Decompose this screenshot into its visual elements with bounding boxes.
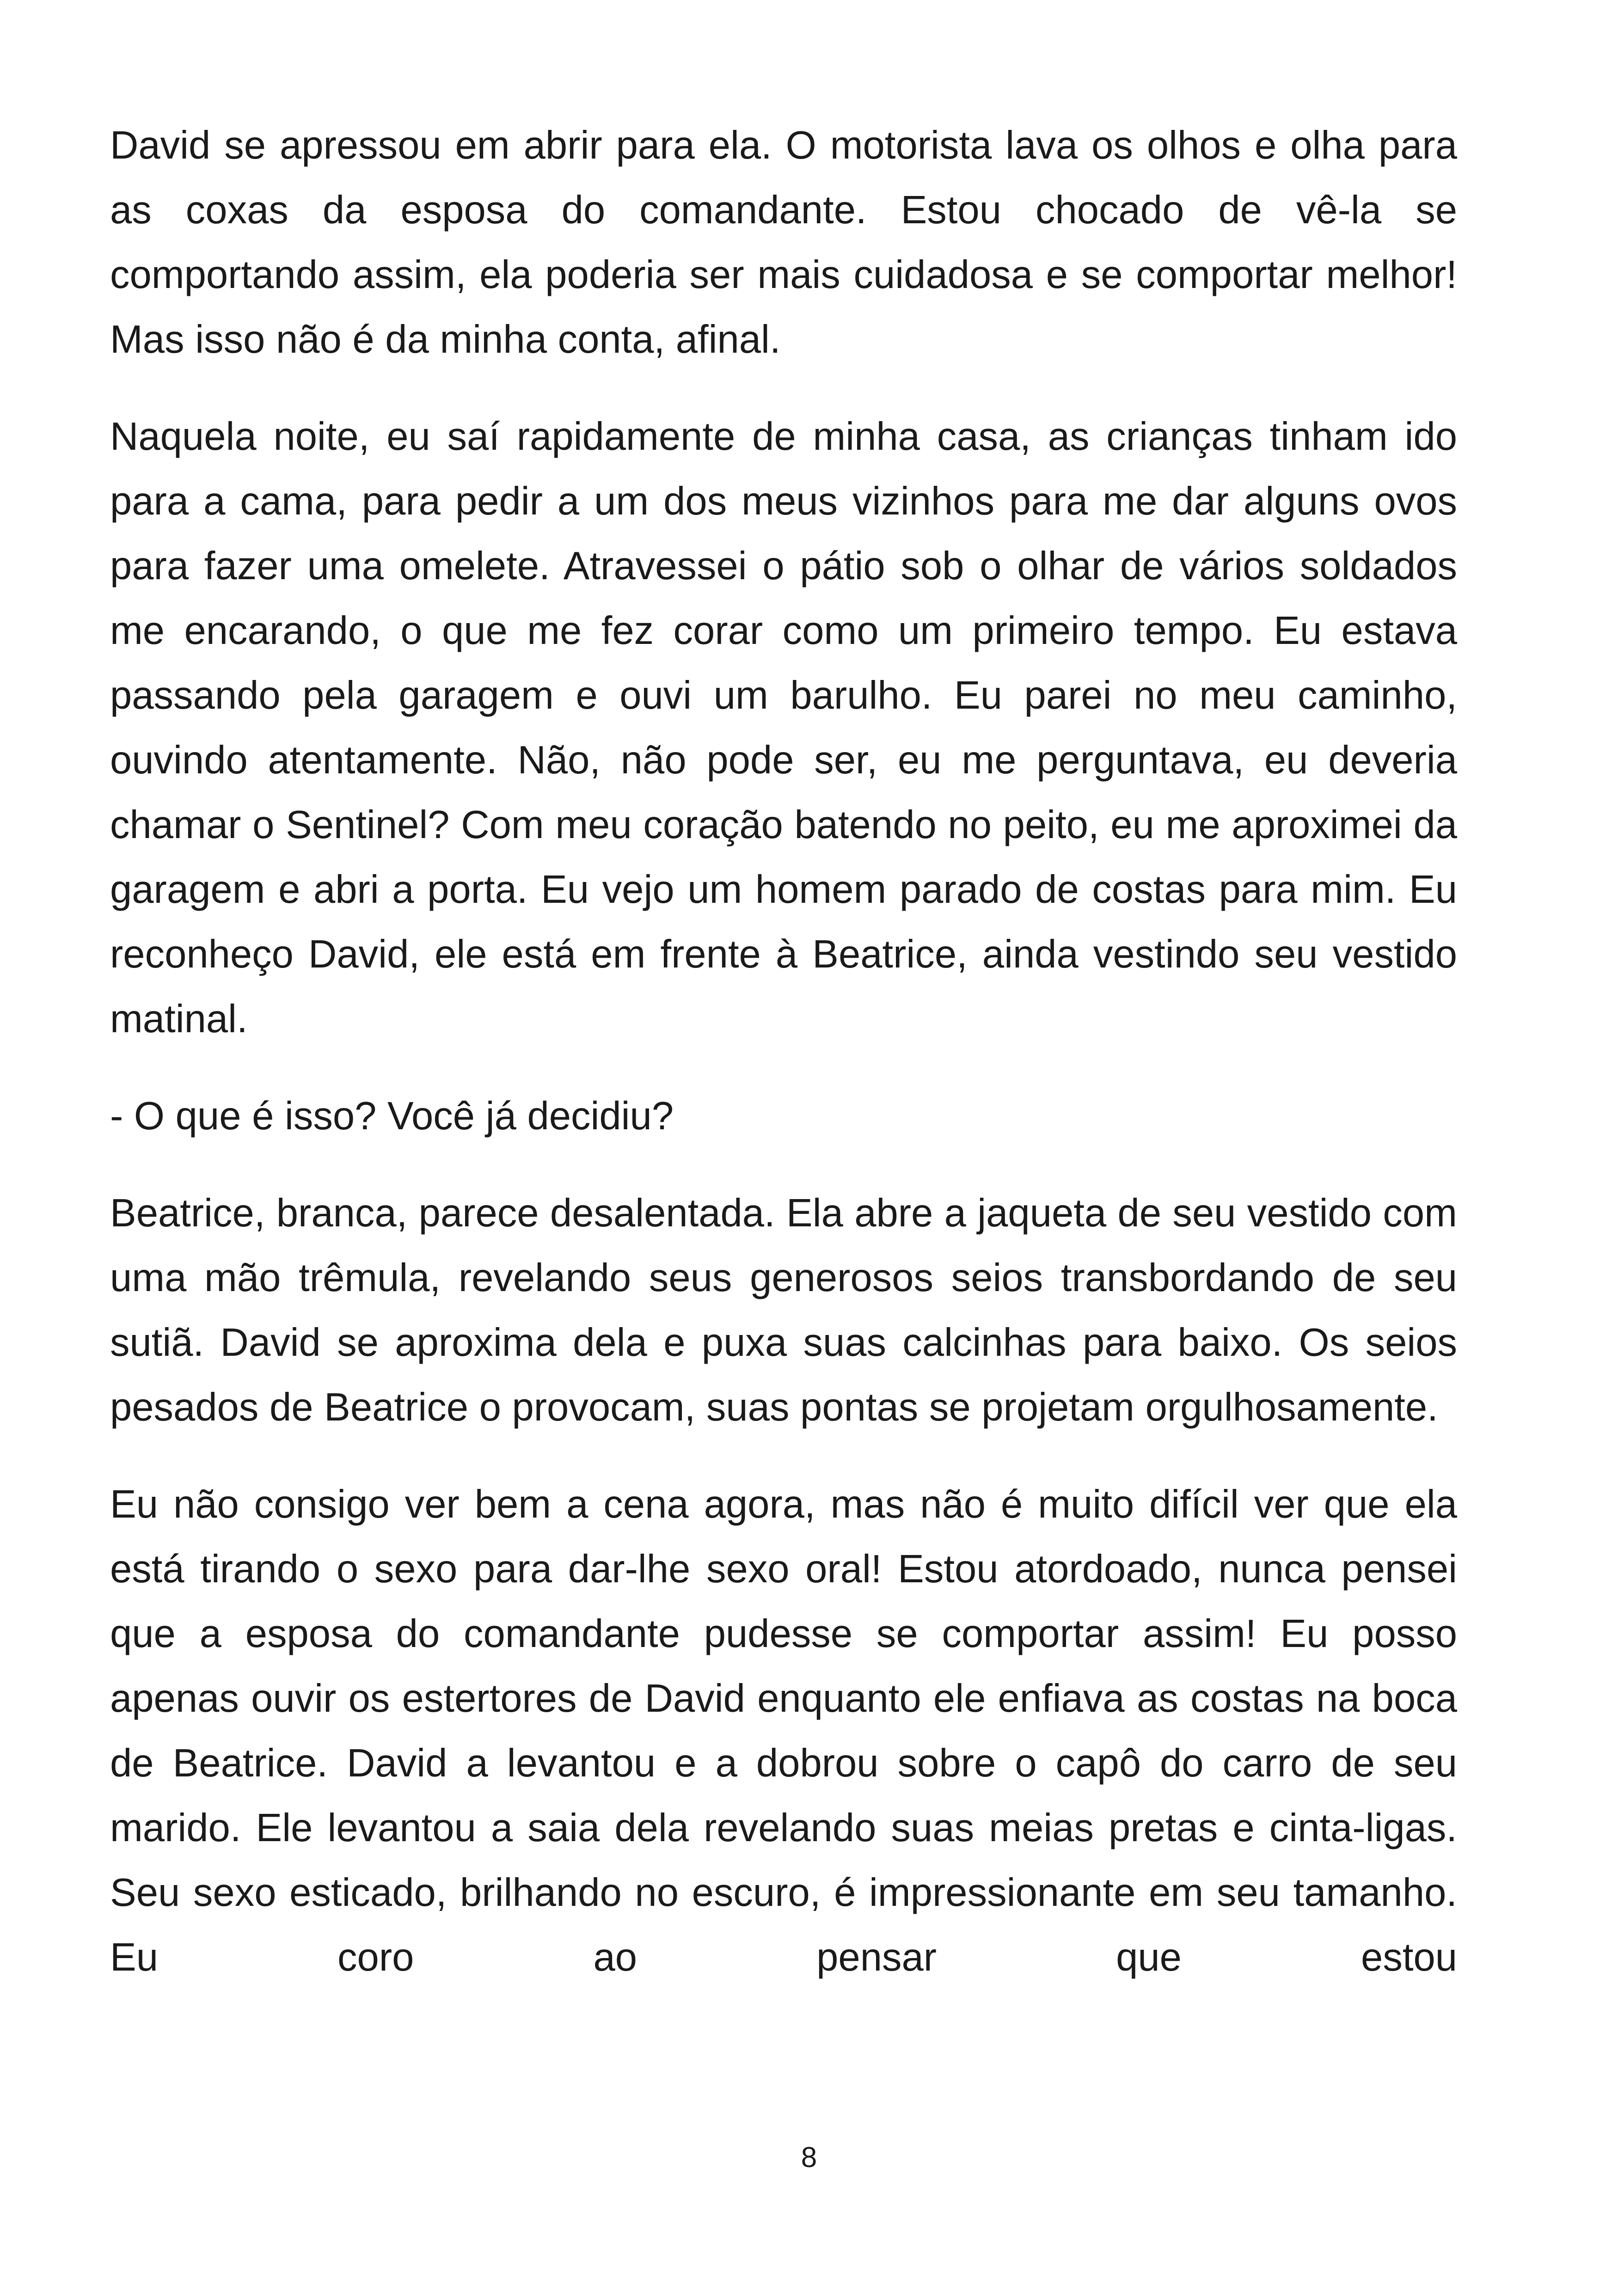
body-text — [110, 113, 1457, 2022]
paragraph-2: Naquela noite, eu saí rapidamente de minha casa, as crianças tinham ido para a cama, para pedir a um dos meus vizinhos para me dar alguns ovos para fazer uma omelete. Atravessei o pátio sob o olhar de vários soldados me encarando, o que me fez corar como um primeiro tempo. Eu estava passando pela garagem e ouvi um barulho. Eu parei no meu caminho, ouvindo atentamente. Não, não pode ser, eu me perguntava, eu deveria chamar o Sentinel? Com meu coração batendo no peito, eu me aproximei da garagem e abri a porta. Eu vejo um homem parado de costas para mim. Eu reconheço David, ele está em frente à Beatrice, ainda vestindo seu vestido matinal. — [110, 415, 1457, 1041]
paragraph-5: Eu não consigo ver bem a cena agora, mas não é muito difícil ver que ela está tirando o sexo para dar-lhe sexo oral! Estou atordoado, nunca pensei que a esposa do comandante pudesse se comportar assim! Eu posso apenas ouvir os estertores de David enquanto ele enfiava as costas na boca de Beatrice. David a levantou e a dobrou sobre o capô do carro de seu marido. Ele levantou a saia dela revelando suas meias pretas e cinta-ligas. Seu sexo esticado, brilhando no escuro, é impressionante em seu tamanho. Eu coro ao pensar que estou — [110, 1482, 1457, 1979]
paragraph-4: Beatrice, branca, parece desalentada. Ela abre a jaqueta de seu vestido com uma mão trêmula, revelando seus generosos seios transbordando de seu sutiã. David se aproxima dela e puxa suas calcinhas para baixo. Os seios pesados de Beatrice o provocam, suas pontas se projetam orgulhosamente. — [110, 1191, 1457, 1429]
paragraph-1: David se apressou em abrir para ela. O motorista lava os olhos e olha para as coxas da esposa do comandante. Estou chocado de vê-la se comportando assim, ela poderia ser mais cuidadosa e se comportar melhor! Mas isso não é da minha conta, afinal. — [110, 123, 1457, 361]
paragraph-3-dialogue: - O que é isso? Você já decidiu? — [110, 1094, 674, 1138]
page-number: 8 — [801, 2142, 817, 2174]
